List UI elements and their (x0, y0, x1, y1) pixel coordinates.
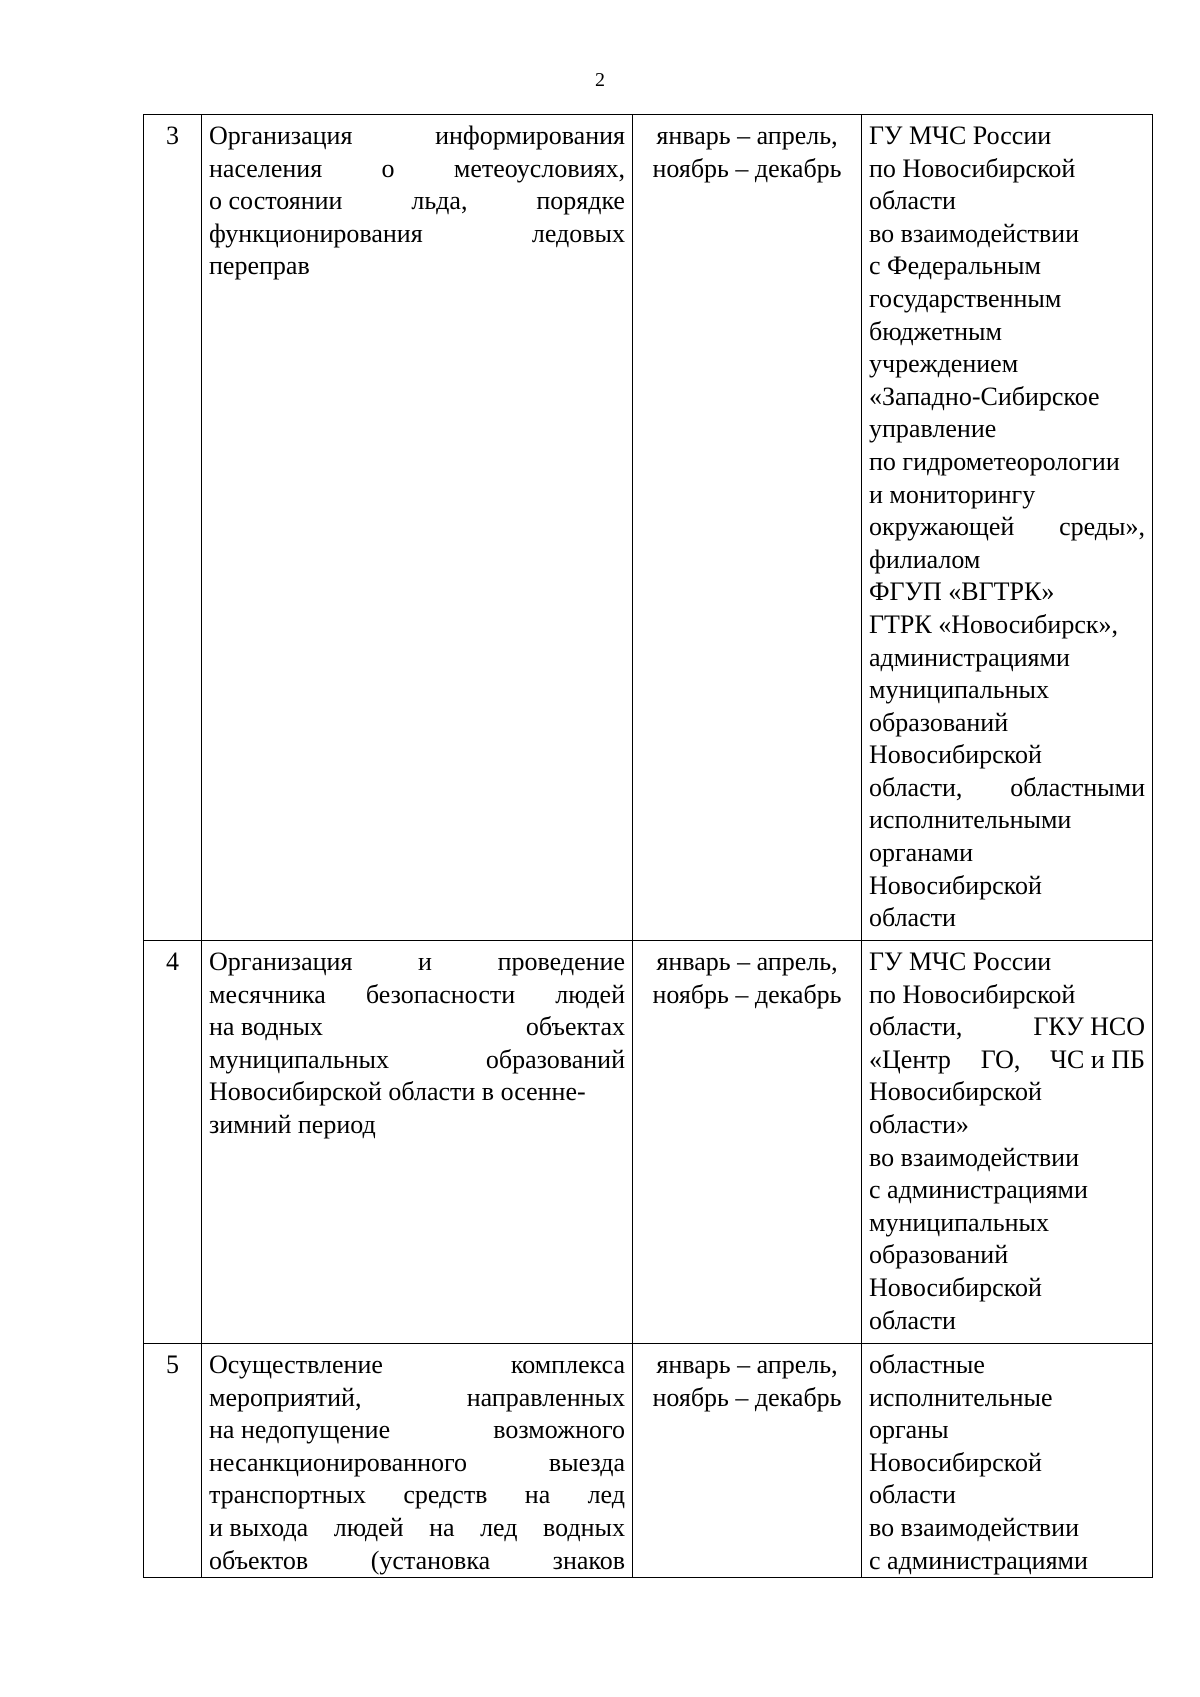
responsible-executors-line: во взаимодействии (869, 1512, 1079, 1542)
responsible-executors-line: ГУ МЧС России (869, 947, 1052, 976)
page-number: 2 (595, 69, 605, 91)
responsible-executors-line: Новосибирской (869, 740, 1042, 770)
responsible-executors (862, 941, 1153, 1344)
responsible-executors-line: образований (869, 1240, 1009, 1270)
responsible-executors-line: области, областными (869, 772, 1145, 802)
table-row (144, 941, 1153, 1344)
responsible-executors-line: окружающей среды», (869, 512, 1145, 542)
measure-description-line: зимний период (209, 1109, 376, 1139)
responsible-executors-line: по гидрометеорологии (869, 446, 1120, 476)
execution-period (633, 115, 862, 941)
responsible-executors-line: ГТРК «Новосибирск», (869, 609, 1119, 639)
responsible-executors-line: управление (869, 414, 997, 444)
measure-description-line: транспортных средств на лед (209, 1480, 625, 1510)
responsible-executors-line: по Новосибирской (869, 979, 1076, 1009)
responsible-executors (862, 1344, 1153, 1578)
responsible-executors-line: с Федеральным (869, 251, 1041, 281)
responsible-executors-line: по Новосибирской (869, 153, 1076, 183)
responsible-executors-line: государственным (869, 283, 1062, 313)
measure-description-line: Новосибирской области в осенне- (209, 1077, 586, 1107)
responsible-executors-line: филиалом (869, 544, 981, 574)
responsible-executors-line: Новосибирской (869, 870, 1042, 900)
measure-description (202, 115, 633, 941)
row-number: 4 (144, 941, 202, 1344)
execution-period (633, 1344, 862, 1578)
responsible-executors-line: областные (869, 1350, 985, 1379)
plan-table-body (144, 115, 1153, 1578)
responsible-executors-line: области» (869, 1109, 969, 1139)
execution-period (633, 941, 862, 1344)
row-number: 5 (144, 1344, 202, 1578)
measure-description-line: переправ (209, 251, 310, 281)
execution-period-line: ноябрь – декабрь (652, 979, 842, 1009)
measure-description-line: несанкционированного выезда (209, 1447, 625, 1477)
execution-period-line: ноябрь – декабрь (652, 153, 842, 183)
measure-description-line: на водных объектах (209, 1012, 625, 1042)
measure-description-line: мероприятий, направленных (209, 1382, 625, 1412)
responsible-executors-line: области, ГКУ НСО (869, 1012, 1145, 1042)
table-row (144, 1344, 1153, 1578)
responsible-executors-line: с администрациями (869, 1545, 1088, 1575)
responsible-executors-line: администрациями (869, 642, 1070, 672)
responsible-executors-line: исполнительные (869, 1382, 1053, 1412)
responsible-executors (862, 115, 1153, 941)
measure-description-line: объектов (установка знаков (209, 1545, 625, 1575)
execution-period-line: январь – апрель, (656, 1350, 838, 1379)
table-row (144, 115, 1153, 941)
responsible-executors-line: муниципальных (869, 675, 1050, 705)
execution-period-line: январь – апрель, (656, 947, 838, 976)
measure-description-line: месячника безопасности людей (209, 979, 625, 1009)
measure-description-line: муниципальных образований (209, 1044, 625, 1074)
responsible-executors-line: Новосибирской (869, 1077, 1042, 1107)
responsible-executors-line: Новосибирской (869, 1272, 1042, 1302)
responsible-executors-line: во взаимодействии (869, 218, 1079, 248)
measure-description-line: Осуществление комплекса (209, 1350, 625, 1379)
row-number: 3 (144, 115, 202, 941)
responsible-executors-line: области (869, 1480, 956, 1510)
responsible-executors-line: учреждением (869, 349, 1019, 379)
responsible-executors-line: области (869, 186, 956, 216)
responsible-executors-line: муниципальных (869, 1207, 1050, 1237)
measure-description-line: о состоянии льда, порядке (209, 186, 625, 216)
responsible-executors-line: ФГУП «ВГТРК» (869, 577, 1055, 607)
responsible-executors-line: бюджетным (869, 316, 1002, 346)
execution-period-line: ноябрь – декабрь (652, 1382, 842, 1412)
measure-description-line: населения о метеоусловиях, (209, 153, 625, 183)
measure-description-line: Организация информирования (209, 121, 625, 150)
responsible-executors-line: во взаимодействии (869, 1142, 1079, 1172)
measure-description-line: функционирования ледовых (209, 218, 625, 248)
responsible-executors-line: «Западно-Сибирское (869, 381, 1100, 411)
responsible-executors-line: и мониторингу (869, 479, 1036, 509)
plan-table (143, 114, 1153, 1578)
responsible-executors-line: ГУ МЧС России (869, 121, 1052, 150)
responsible-executors-line: области (869, 903, 956, 933)
measure-description (202, 941, 633, 1344)
responsible-executors-line: исполнительными (869, 805, 1072, 835)
measure-description (202, 1344, 633, 1578)
measure-description-line: Организация и проведение (209, 947, 625, 976)
responsible-executors-line: области (869, 1305, 956, 1335)
responsible-executors-line: с администрациями (869, 1175, 1088, 1205)
responsible-executors-line: органами (869, 838, 974, 868)
responsible-executors-line: образований (869, 707, 1009, 737)
responsible-executors-line: органы (869, 1415, 949, 1445)
measure-description-line: и выхода людей на лед водных (209, 1512, 625, 1542)
responsible-executors-line: «Центр ГО, ЧС и ПБ (869, 1044, 1145, 1074)
responsible-executors-line: Новосибирской (869, 1447, 1042, 1477)
execution-period-line: январь – апрель, (656, 121, 838, 150)
measure-description-line: на недопущение возможного (209, 1415, 625, 1445)
